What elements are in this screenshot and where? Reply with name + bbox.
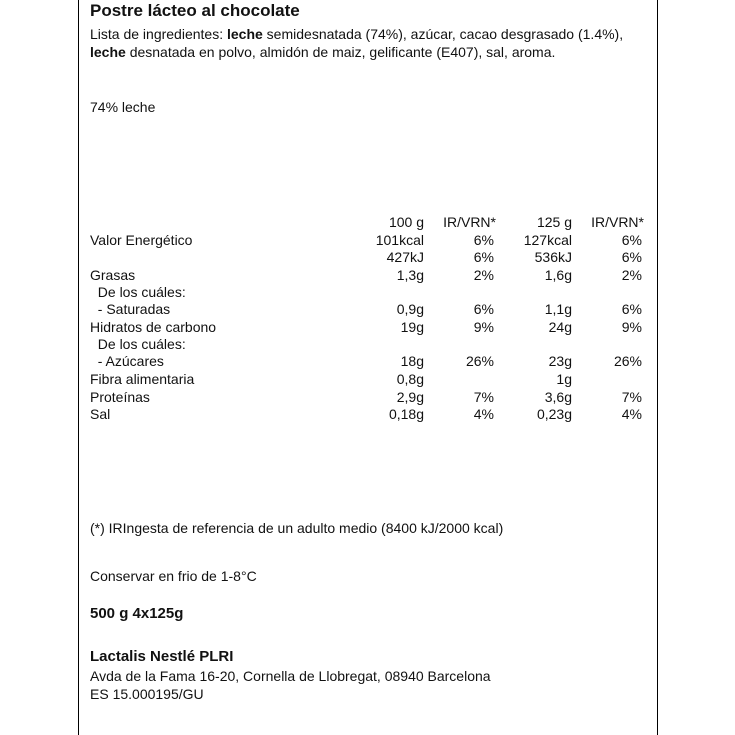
nutrient-label: Sal	[90, 406, 111, 422]
value-125g: 23g	[548, 353, 572, 369]
value-125g: 536kJ	[534, 249, 572, 265]
value-125g: 0,23g	[536, 406, 572, 422]
header-ir-100: IR/VRN*	[443, 214, 496, 230]
ingredients-list	[90, 25, 645, 61]
ir-125g: 9%	[621, 319, 642, 335]
value-100g: 427kJ	[386, 249, 424, 265]
nutrient-label: - Saturadas	[90, 301, 171, 317]
value-100g: 19g	[400, 319, 424, 335]
ir-125g: 7%	[621, 389, 642, 405]
nutrient-label: Valor Energético	[90, 232, 193, 248]
ir-100g: 6%	[473, 301, 494, 317]
net-weight: 500 g 4x125g	[90, 605, 184, 622]
value-100g: 0,9g	[396, 301, 424, 317]
nutrient-label: Fibra alimentaria	[90, 371, 195, 387]
company-address: Avda de la Fama 16-20, Cornella de Llobregat, 08940 Barcelona	[90, 668, 491, 684]
nutrient-label: De los cuáles:	[90, 284, 186, 300]
nutrient-label: Grasas	[90, 267, 136, 283]
ir-125g: 4%	[621, 406, 642, 422]
ingredients-allergen: leche	[90, 44, 126, 60]
ir-100g: 6%	[473, 232, 494, 248]
value-100g: 101kcal	[375, 232, 424, 248]
ir-125g: 6%	[621, 232, 642, 248]
company-name: Lactalis Nestlé PLRI	[90, 648, 234, 665]
nutrient-label: - Azúcares	[90, 353, 164, 369]
value-100g: 18g	[400, 353, 424, 369]
ir-100g: 2%	[473, 267, 494, 283]
ingredients-part: semidesnatada (74%), azúcar, cacao desgrasado (1.4%),	[262, 26, 624, 42]
value-100g: 1,3g	[396, 267, 424, 283]
health-mark-code: ES 15.000195/GU	[90, 686, 204, 702]
ingredients-allergen: leche	[226, 26, 263, 42]
value-100g: 0,18g	[388, 406, 424, 422]
ir-100g: 6%	[473, 249, 494, 265]
value-125g: 127kcal	[523, 232, 572, 248]
value-125g: 3,6g	[544, 389, 572, 405]
ingredients-part: Lista de ingredientes:	[90, 26, 227, 42]
value-100g: 2,9g	[396, 389, 424, 405]
value-125g: 1,1g	[544, 301, 572, 317]
product-title: Postre lácteo al chocolate	[90, 1, 300, 20]
nutrient-label: Hidratos de carbono	[90, 319, 217, 335]
value-125g: 1,6g	[544, 267, 572, 283]
storage-instructions: Conservar en frio de 1-8°C	[90, 568, 257, 584]
ir-100g: 7%	[473, 389, 494, 405]
milk-percent: 74% leche	[90, 99, 156, 115]
ir-100g: 9%	[473, 319, 494, 335]
footnote: (*) IRIngesta de referencia de un adulto medio (8400 kJ/2000 kcal)	[90, 520, 504, 536]
ir-125g: 6%	[621, 301, 642, 317]
value-125g: 1g	[556, 371, 572, 387]
ir-100g: 4%	[473, 406, 494, 422]
value-125g: 24g	[548, 319, 572, 335]
nutrient-label: De los cuáles:	[90, 336, 186, 352]
ingredients-part: desnatada en polvo, almidón de maiz, gelificante (E407), sal, aroma.	[125, 44, 556, 60]
value-100g: 0,8g	[396, 371, 424, 387]
ir-100g: 26%	[465, 353, 494, 369]
nutrient-label: Proteínas	[90, 389, 150, 405]
ir-125g: 2%	[621, 267, 642, 283]
header-125g: 125 g	[536, 214, 572, 230]
ir-125g: 26%	[613, 353, 642, 369]
header-100g: 100 g	[388, 214, 424, 230]
ir-125g: 6%	[621, 249, 642, 265]
header-ir-125: IR/VRN*	[591, 214, 644, 230]
